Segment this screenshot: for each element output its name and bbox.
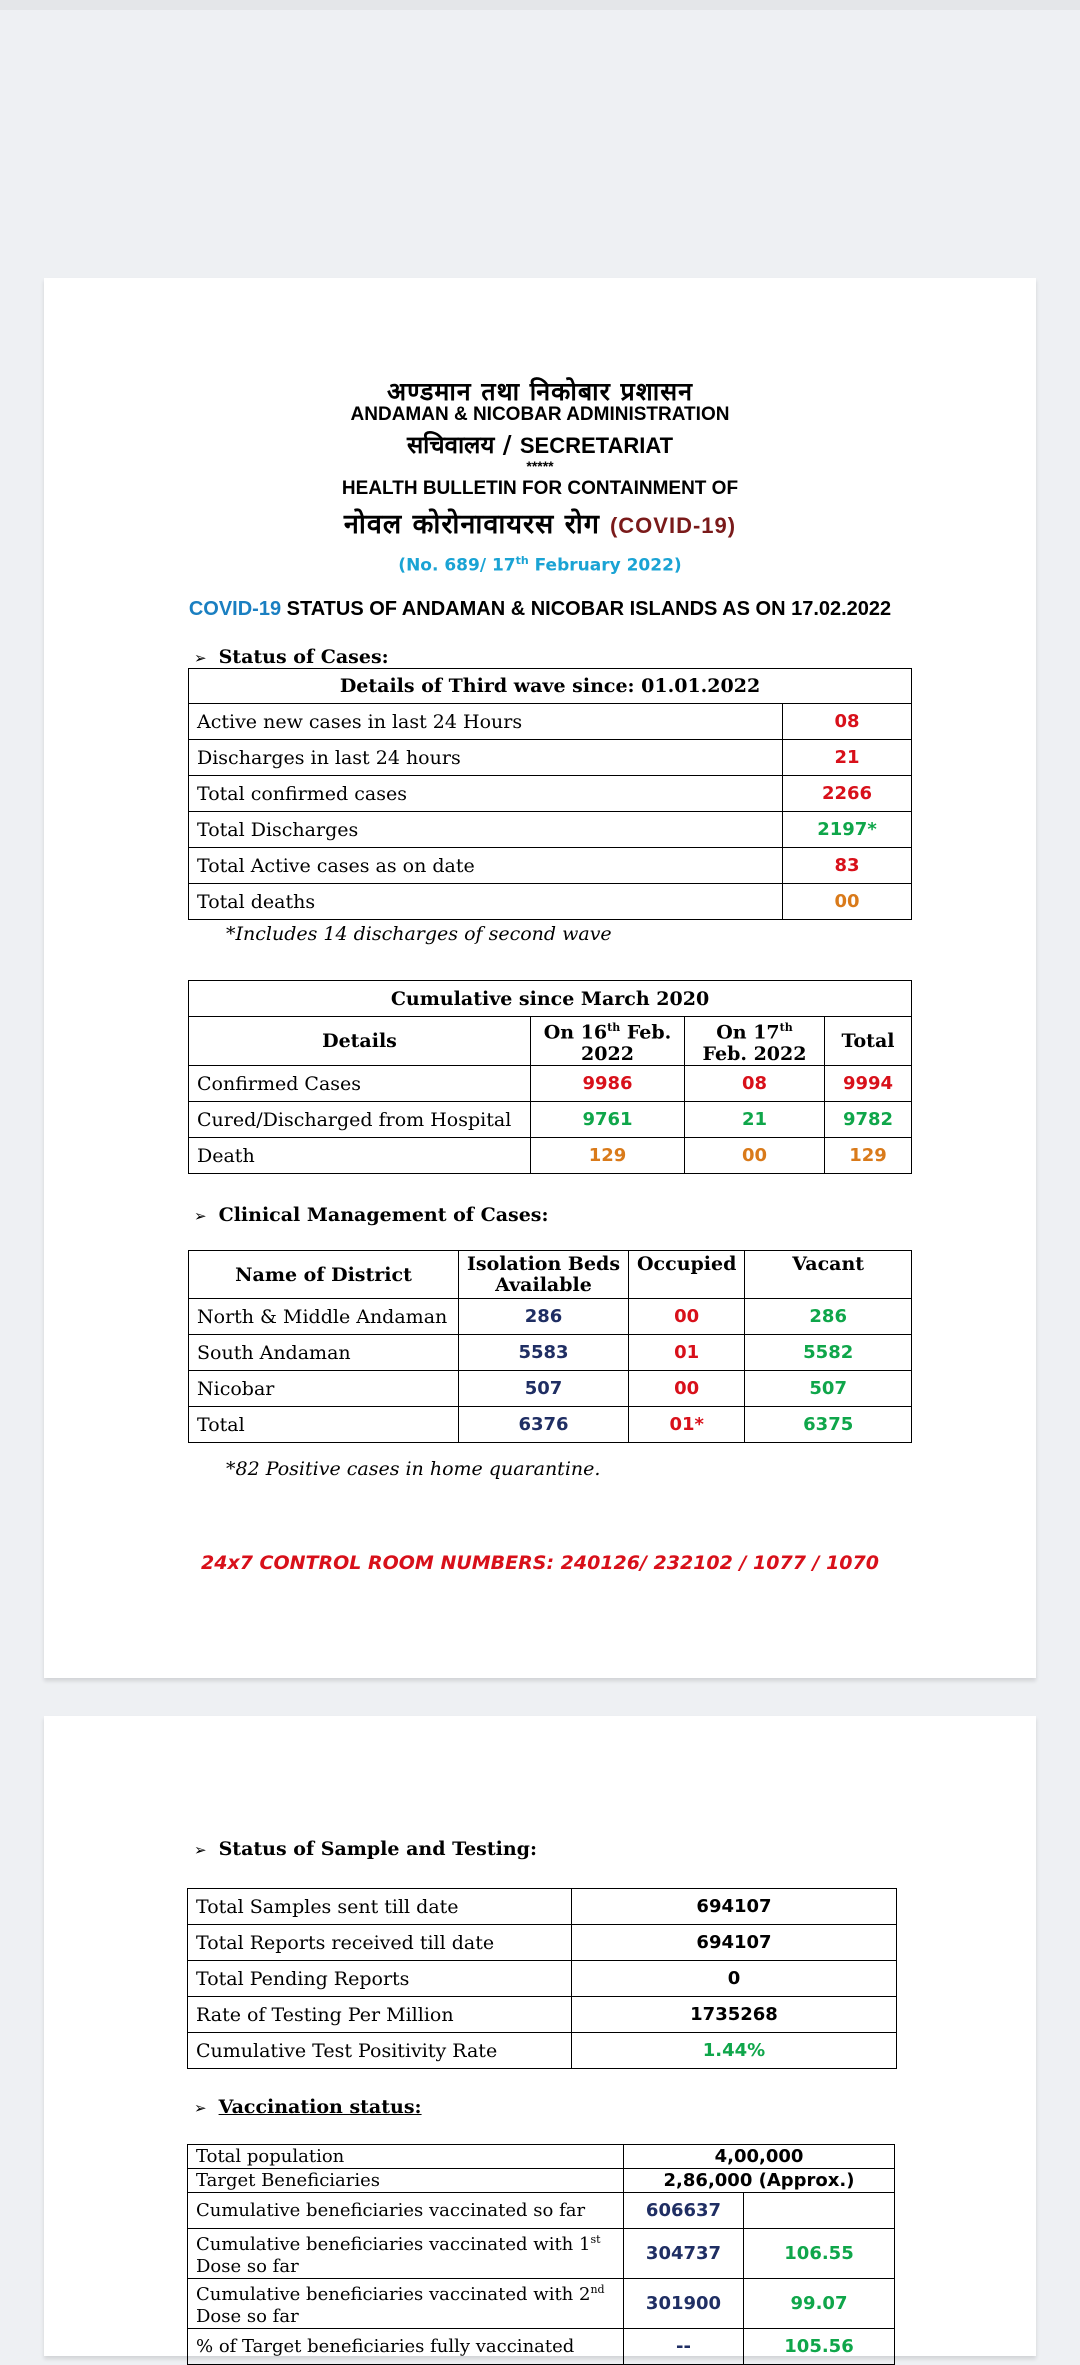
arrow-bullet-icon: ➢ [194,2099,207,2117]
testing-heading: ➢ Status of Sample and Testing: [194,1838,537,1860]
testing-table [187,1888,897,2069]
secretariat-hindi: सचिवालय [406,430,495,459]
table-row [188,2169,895,2193]
table-row [189,740,912,776]
row-label: Total confirmed cases [189,776,783,812]
row-label [188,2229,624,2279]
status-title-rest: STATUS OF ANDAMAN & NICOBAR ISLANDS AS ON 17.02.2022 [281,598,892,620]
row-value: 0 [572,1961,897,1997]
bulletin-title: HEALTH BULLETIN FOR CONTAINMENT OF [341,478,739,499]
col-occupied: Occupied [629,1251,745,1299]
row-label: Rate of Testing Per Million [188,1997,572,2033]
cell-beds: 507 [459,1371,629,1407]
col-17-a: On 17 [716,1021,780,1044]
header-secretariat: सचिवालय / SECRETARIAT [406,430,674,459]
cell-total: 9994 [825,1066,912,1102]
dose2-label-b: Dose so far [196,2306,299,2327]
cell-beds: 6376 [459,1407,629,1443]
row-value: 694107 [572,1889,897,1925]
row-label: Total Discharges [189,812,783,848]
cell-total: 9782 [825,1102,912,1138]
cell-16: 9986 [531,1066,685,1102]
cell-occupied: 01 [629,1335,745,1371]
col-16-sup: th [607,1021,621,1034]
cell-17: 00 [685,1138,825,1174]
third-wave-title: Details of Third wave since: 01.01.2022 [189,669,912,704]
dose2-label-a: Cumulative beneficiaries vaccinated with 2 [196,2284,591,2305]
row-district: North & Middle Andaman [189,1299,459,1335]
row-label: Cured/Discharged from Hospital [189,1102,531,1138]
third-wave-footnote: *Includes 14 discharges of second wave [226,923,612,945]
row-district: South Andaman [189,1335,459,1371]
table-row [189,1407,912,1443]
bulletin-number [44,554,1036,576]
row-label: Total Samples sent till date [188,1889,572,1925]
cumulative-table [188,980,912,1174]
cell-17: 21 [685,1102,825,1138]
col-details: Details [189,1017,531,1066]
table-row [189,776,912,812]
empty-cell [744,2193,895,2229]
dose2-sup: nd [590,2283,605,2296]
vaccination-heading: ➢ Vaccination status: [194,2096,422,2118]
bulletin-page-1 [44,278,1036,1678]
secretariat-en: SECRETARIAT [519,433,674,458]
table-row [189,704,912,740]
row-value: 00 [783,884,912,920]
status-of-cases-heading: ➢ Status of Cases: [194,646,389,668]
table-row [188,1925,897,1961]
row-value: 1735268 [572,1997,897,2033]
clinical-heading: ➢ Clinical Management of Cases: [194,1204,549,1226]
table-row [188,2033,897,2069]
row-percent: 106.55 [744,2229,895,2279]
row-label: Total Reports received till date [188,1925,572,1961]
status-title [44,598,1036,621]
row-label: Total population [188,2145,624,2169]
row-value: 2266 [783,776,912,812]
cell-occupied: 01* [629,1407,745,1443]
row-label: % of Target beneficiaries fully vaccinated [188,2329,624,2365]
cell-16: 129 [531,1138,685,1174]
table-row [189,812,912,848]
clinical-footnote: *82 Positive cases in home quarantine. [226,1458,601,1480]
cell-beds: 5583 [459,1335,629,1371]
header-disease-line [44,504,1036,541]
col-district: Name of District [189,1251,459,1299]
table-row [189,884,912,920]
cell-occupied: 00 [629,1371,745,1407]
table-row [188,2193,895,2229]
row-value: 08 [783,704,912,740]
row-value: 21 [783,740,912,776]
col-17-feb [685,1017,825,1066]
vaccination-table [187,2144,895,2365]
cell-17: 08 [685,1066,825,1102]
table-row [188,2229,895,2279]
row-value: 694107 [572,1925,897,1961]
window-top-strip [0,0,1080,10]
col-17-sup: th [779,1021,793,1034]
row-label: Total Pending Reports [188,1961,572,1997]
row-value: 2197* [783,812,912,848]
row-label: Confirmed Cases [189,1066,531,1102]
table-row [189,1138,912,1174]
bulletin-no-prefix: (No. 689/ 17 [398,555,516,576]
col-beds: Isolation Beds Available [459,1251,629,1299]
row-label: Cumulative beneficiaries vaccinated so far [188,2193,624,2229]
row-label: Total Active cases as on date [189,848,783,884]
row-label: Active new cases in last 24 Hours [189,704,783,740]
table-row [188,2329,895,2365]
dose1-label-b: Dose so far [196,2256,299,2277]
row-district: Nicobar [189,1371,459,1407]
header-admin-en: ANDAMAN & NICOBAR ADMINISTRATION [350,404,730,425]
table-row [188,2145,895,2169]
col-total: Total [825,1017,912,1066]
row-value: -- [624,2329,744,2365]
row-district: Total [189,1407,459,1443]
covid-tag: (COVID-19) [609,513,737,538]
table-row [189,1335,912,1371]
disease-hindi: नोवल कोरोनावायरस रोग [343,509,600,540]
col-16-a: On 16 [543,1021,608,1044]
cumulative-title: Cumulative since March 2020 [189,981,912,1017]
table-row [188,1997,897,2033]
row-value: 606637 [624,2193,744,2229]
cell-vacant: 5582 [745,1335,912,1371]
table-row [188,2279,895,2329]
table-row [188,1961,897,1997]
cell-occupied: 00 [629,1299,745,1335]
table-row [189,848,912,884]
cell-vacant: 286 [745,1299,912,1335]
third-wave-table [188,668,912,920]
row-value: 301900 [624,2279,744,2329]
table-row [189,1102,912,1138]
table-row [188,1889,897,1925]
arrow-bullet-icon: ➢ [194,1841,207,1859]
col-17-b: Feb. 2022 [702,1043,807,1066]
cell-vacant: 6375 [745,1407,912,1443]
control-room-numbers: 24x7 CONTROL ROOM NUMBERS: 240126/ 232102 / 1077 / 1070 [201,1552,879,1574]
row-label [188,2279,624,2329]
cell-total: 129 [825,1138,912,1174]
bulletin-no-suffix: February 2022) [528,555,682,576]
cell-16: 9761 [531,1102,685,1138]
dose1-label-a: Cumulative beneficiaries vaccinated with 1 [196,2234,591,2255]
bulletin-no-sup: th [515,554,529,567]
table-row [189,1371,912,1407]
row-label: Total deaths [189,884,783,920]
col-16-b: Feb. 2022 [581,1021,672,1066]
table-row [189,1066,912,1102]
row-label: Discharges in last 24 hours [189,740,783,776]
cell-vacant: 507 [745,1371,912,1407]
arrow-bullet-icon: ➢ [194,1207,207,1225]
row-value: 304737 [624,2229,744,2279]
table-row [189,1299,912,1335]
row-value: 83 [783,848,912,884]
row-value: 1.44% [572,2033,897,2069]
row-label: Death [189,1138,531,1174]
col-16-feb [531,1017,685,1066]
cell-beds: 286 [459,1299,629,1335]
status-title-covid: COVID-19 [188,598,282,620]
row-value: 2,86,000 (Approx.) [624,2169,895,2193]
bulletin-page-2 [44,1716,1036,2356]
row-label: Cumulative Test Positivity Rate [188,2033,572,2069]
col-vacant: Vacant [745,1251,912,1299]
clinical-table [188,1250,912,1443]
dose1-sup: st [590,2233,601,2246]
row-percent: 105.56 [744,2329,895,2365]
row-value: 4,00,000 [624,2145,895,2169]
header-hindi-admin: अण्डमान तथा निकोबार प्रशासन [387,377,693,406]
row-label: Target Beneficiaries [188,2169,624,2193]
row-percent: 99.07 [744,2279,895,2329]
arrow-bullet-icon: ➢ [194,649,207,667]
header-stars: ***** [526,458,554,474]
